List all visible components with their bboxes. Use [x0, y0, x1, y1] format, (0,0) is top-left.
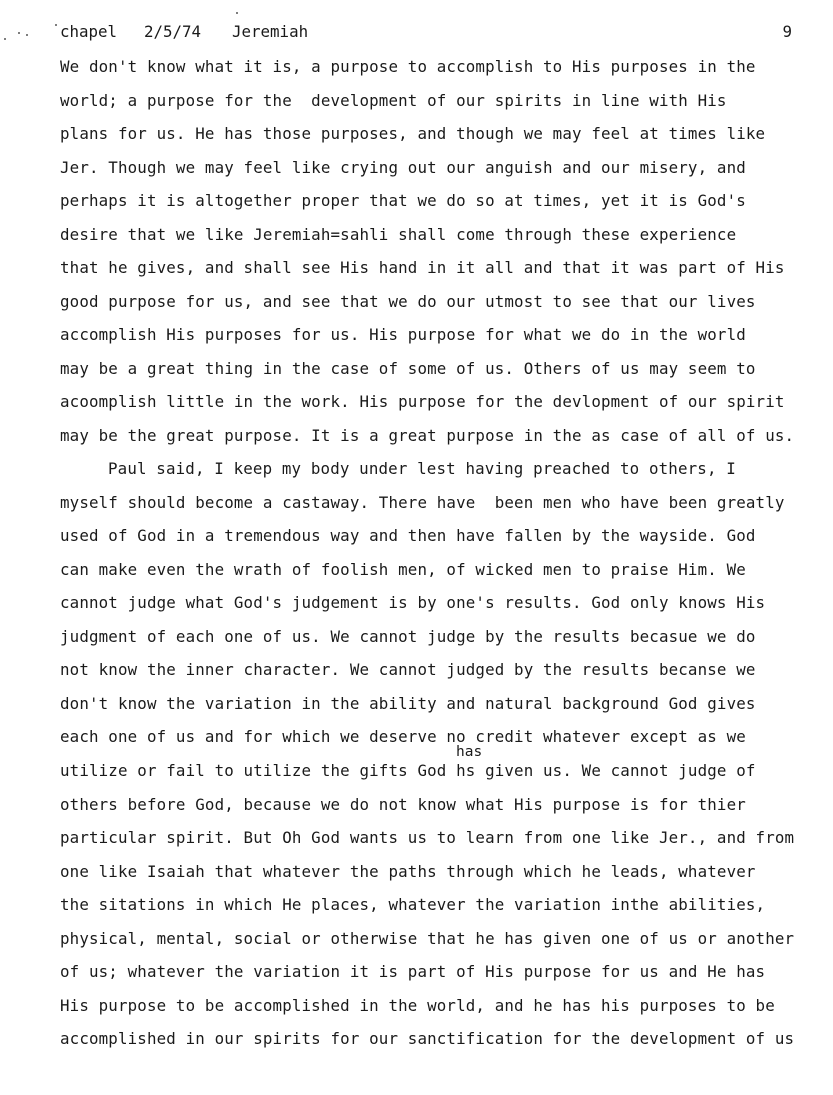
text-line: used of God in a tremendous way and then have fallen by the wayside. God — [60, 526, 756, 545]
text-line: can make even the wrath of foolish men, of wicked men to praise Him. We — [60, 559, 746, 579]
text-line: acoomplish little in the work. His purpose for the devlopment of our spirit — [60, 392, 785, 411]
text-line: desire that we like Jeremiah=sahli shall come through these experience — [60, 224, 737, 244]
text-line: not know the inner character. We cannot judged by the results becanse we — [60, 660, 756, 679]
text-line: may be the great purpose. It is a great purpose in the as case of all of us. — [60, 425, 795, 445]
header-date: 2/5/74 — [144, 22, 202, 41]
text-line: We don't know what it is, a purpose to accomplish to His purposes in the — [60, 57, 756, 76]
scan-speck — [26, 34, 28, 36]
text-line: plans for us. He has those purposes, and though we may feel at times like — [60, 124, 766, 143]
text-line: may be a great thing in the case of some of us. Others of us may seem to — [60, 358, 756, 378]
text-line: don't know the variation in the ability and natural background God gives — [60, 693, 756, 713]
text-line: judgment of each one of us. We cannot judge by the results becasue we do — [60, 626, 756, 646]
header-chapel: chapel — [60, 22, 118, 41]
text-line: the sitations in which He places, whatever the variation inthe abilities, — [60, 895, 766, 914]
text-line: that he gives, and shall see His hand in it all and that it was part of His — [60, 258, 785, 277]
text-line: accomplished in our spirits for our sanctification for the development of us — [60, 1029, 795, 1048]
text-line: myself should become a castaway. There have been men who have been greatly — [60, 492, 785, 512]
scan-speck — [55, 24, 57, 26]
text-line: world; a purpose for the development of our spirits in line with His — [60, 90, 727, 110]
text-line: one like Isaiah that whatever the paths through which he leads, whatever — [60, 861, 756, 881]
text-line: good purpose for us, and see that we do our utmost to see that our lives — [60, 291, 756, 311]
text-line: Jer. Though we may feel like crying out our anguish and our misery, and — [60, 157, 746, 177]
page-header — [60, 22, 800, 44]
paragraph-start-line: Paul said, I keep my body under lest having preached to others, I — [108, 459, 736, 478]
text-line: His purpose to be accomplished in the world, and he has his purposes to be — [60, 995, 775, 1015]
text-line: utilize or fail to utilize the gifts God hs given us. We cannot judge of — [60, 761, 756, 780]
document-body — [60, 55, 830, 1061]
text-line: others before God, because we do not know what His purpose is for thier — [60, 794, 746, 814]
insertion-word: has — [456, 744, 483, 760]
page-number: 9 — [782, 22, 792, 41]
handwritten-insertion — [60, 741, 830, 759]
text-line: perhaps it is altogether proper that we do so at times, yet it is God's — [60, 191, 746, 210]
header-book: Jeremiah — [232, 22, 309, 41]
text-line: each one of us and for which we deserve no credit whatever except as we — [60, 727, 746, 746]
text-line: accomplish His purposes for us. His purpose for what we do in the world — [60, 325, 746, 344]
text-line: particular spirit. But Oh God wants us to learn from one like Jer., and from — [60, 828, 795, 847]
text-line: of us; whatever the variation it is part of His purpose for us and He has — [60, 962, 766, 981]
scan-speck — [236, 12, 238, 14]
text-line: cannot judge what God's judgement is by one's results. God only knows His — [60, 593, 766, 612]
scan-speck — [4, 38, 6, 40]
scan-speck — [18, 32, 20, 34]
text-line: physical, mental, social or otherwise that he has given one of us or another — [60, 928, 795, 948]
